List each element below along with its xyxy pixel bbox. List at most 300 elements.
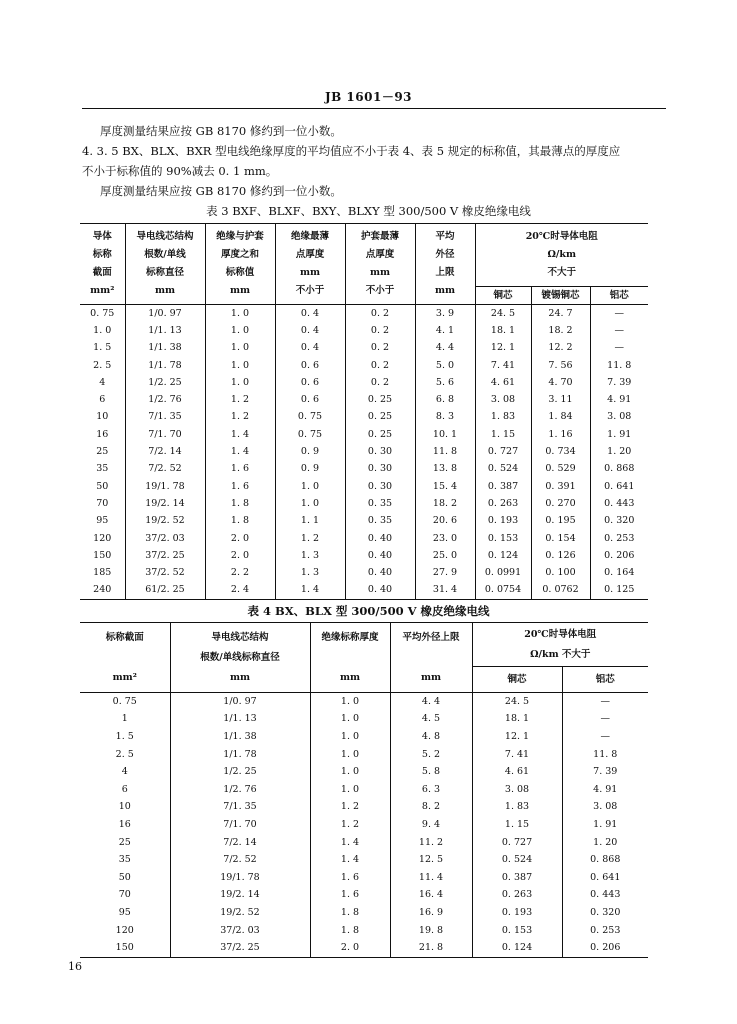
- t3-cell: 0. 529: [531, 461, 590, 478]
- t3-cell: 18. 2: [415, 495, 475, 512]
- t4-cell: 1. 2: [310, 799, 390, 817]
- t4-cell: 1. 6: [310, 887, 390, 905]
- t3-cell: 31. 4: [415, 582, 475, 600]
- t4-cell: 9. 4: [390, 816, 472, 834]
- t4-cell: 19. 8: [390, 922, 472, 940]
- t4-cell: 5. 8: [390, 763, 472, 781]
- t3-header-thickness: 绝缘与护套 厚度之和 标称值 mm: [205, 224, 275, 305]
- t3-cell: 95: [80, 513, 125, 530]
- t3-cell: 0. 641: [590, 478, 648, 495]
- t3-cell: 240: [80, 582, 125, 600]
- t3-cell: 2. 0: [205, 547, 275, 564]
- t3-cell: 0. 387: [475, 478, 531, 495]
- t4-cell: 1. 0: [310, 711, 390, 729]
- t3-cell: 0. 270: [531, 495, 590, 512]
- t4-cell: 1. 0: [310, 746, 390, 764]
- t3-row: [80, 340, 648, 357]
- t4-cell: 1. 0: [310, 693, 390, 711]
- t3-cell: 0. 320: [590, 513, 648, 530]
- t4-cell: 7. 39: [562, 763, 648, 781]
- t3-header-diameter: 平均 外径 上限 mm: [415, 224, 475, 305]
- t3-row: [80, 305, 648, 323]
- t4-cell: 70: [80, 887, 170, 905]
- t3-cell: 0. 734: [531, 443, 590, 460]
- t3-cell: 0. 75: [275, 409, 345, 426]
- t4-row: [80, 693, 648, 711]
- t3-cell: 70: [80, 495, 125, 512]
- t4-cell: 1. 4: [310, 851, 390, 869]
- t3-cell: 1. 0: [205, 357, 275, 374]
- t3-cell: 1. 3: [275, 547, 345, 564]
- t4-cell: 7/2. 52: [170, 851, 310, 869]
- t4-cell: 1. 0: [310, 781, 390, 799]
- t3-row: [80, 530, 648, 547]
- t3-cell: 4. 61: [475, 374, 531, 391]
- t3-cell: 0. 25: [345, 409, 415, 426]
- t4-cell: 6: [80, 781, 170, 799]
- t3-subheader-copper: 铜芯: [475, 287, 531, 305]
- t4-cell: 1/1. 38: [170, 728, 310, 746]
- t4-cell: 3. 08: [562, 799, 648, 817]
- t4-cell: 16: [80, 816, 170, 834]
- t4-cell: 12. 5: [390, 851, 472, 869]
- t3-cell: 0. 0762: [531, 582, 590, 600]
- t3-row: [80, 582, 648, 600]
- t4-cell: 19/2. 52: [170, 904, 310, 922]
- t4-cell: 0. 253: [562, 922, 648, 940]
- t3-cell: 1. 0: [80, 322, 125, 339]
- t3-cell: 0. 25: [345, 426, 415, 443]
- t3-row: [80, 564, 648, 581]
- t4-cell: 50: [80, 869, 170, 887]
- t3-cell: 0. 2: [345, 357, 415, 374]
- t3-cell: 0. 2: [345, 340, 415, 357]
- t3-row: [80, 322, 648, 339]
- t3-cell: 1. 8: [205, 513, 275, 530]
- t3-cell: 0. 9: [275, 443, 345, 460]
- t3-subheader-aluminum: 铝芯: [590, 287, 648, 305]
- t4-cell: 1. 0: [310, 728, 390, 746]
- t3-cell: 0. 75: [275, 426, 345, 443]
- t4-cell: 18. 1: [472, 711, 562, 729]
- t4-cell: 10: [80, 799, 170, 817]
- t3-cell: 61/2. 25: [125, 582, 205, 600]
- t3-cell: 1. 4: [205, 426, 275, 443]
- t3-cell: 1. 0: [205, 322, 275, 339]
- t4-cell: 95: [80, 904, 170, 922]
- t4-row: [80, 728, 648, 746]
- t3-cell: 1. 4: [205, 443, 275, 460]
- t4-cell: 1. 5: [80, 728, 170, 746]
- t3-cell: 0. 2: [345, 374, 415, 391]
- t3-cell: 0. 206: [590, 547, 648, 564]
- t3-cell: 0. 4: [275, 340, 345, 357]
- t3-row: [80, 547, 648, 564]
- t3-cell: 7/2. 14: [125, 443, 205, 460]
- t3-cell: 0. 4: [275, 322, 345, 339]
- t3-cell: 3. 9: [415, 305, 475, 323]
- t3-cell: 0. 124: [475, 547, 531, 564]
- clause-4-3-5-line-1: 4. 3. 5 BX、BLX、BXR 型电线绝缘厚度的平均值应不小于表 4、表 5 规定的标称值，其最薄点的厚度应: [82, 144, 621, 158]
- t3-cell: 25: [80, 443, 125, 460]
- t3-cell: —: [590, 340, 648, 357]
- t3-cell: —: [590, 305, 648, 323]
- t4-cell: 16. 4: [390, 887, 472, 905]
- t4-cell: 21. 8: [390, 939, 472, 957]
- t3-header-sheath-min: 护套最薄 点厚度 mm 不小于: [345, 224, 415, 305]
- t3-cell: 18. 1: [475, 322, 531, 339]
- t3-cell: 0. 263: [475, 495, 531, 512]
- t4-cell: 1. 8: [310, 922, 390, 940]
- header-rule: [82, 108, 666, 109]
- t3-cell: 24. 7: [531, 305, 590, 323]
- t3-cell: 19/2. 14: [125, 495, 205, 512]
- t3-cell: 19/1. 78: [125, 478, 205, 495]
- t3-cell: 1/1. 13: [125, 322, 205, 339]
- t3-cell: —: [590, 322, 648, 339]
- t4-cell: 5. 2: [390, 746, 472, 764]
- t3-cell: 10: [80, 409, 125, 426]
- t3-cell: 1. 3: [275, 564, 345, 581]
- t3-cell: 0. 40: [345, 547, 415, 564]
- t3-row: [80, 478, 648, 495]
- t4-cell: 4. 5: [390, 711, 472, 729]
- t4-cell: 19/2. 14: [170, 887, 310, 905]
- t4-cell: 4: [80, 763, 170, 781]
- t3-cell: 1. 2: [205, 391, 275, 408]
- t3-row: [80, 374, 648, 391]
- t3-cell: 4. 4: [415, 340, 475, 357]
- t3-cell: 1. 6: [205, 461, 275, 478]
- t4-cell: 0. 641: [562, 869, 648, 887]
- t3-row: [80, 357, 648, 374]
- t3-cell: 0. 0991: [475, 564, 531, 581]
- t3-cell: 3. 08: [590, 409, 648, 426]
- t3-cell: 1. 0: [205, 305, 275, 323]
- t4-cell: 1: [80, 711, 170, 729]
- t3-cell: 7/1. 35: [125, 409, 205, 426]
- t4-header-resistance: 20℃时导体电阻 Ω/km 不大于: [472, 623, 648, 667]
- t3-row: [80, 495, 648, 512]
- t3-cell: 1/1. 78: [125, 357, 205, 374]
- t4-cell: 0. 75: [80, 693, 170, 711]
- t3-cell: 4. 70: [531, 374, 590, 391]
- t3-cell: 7/2. 52: [125, 461, 205, 478]
- t3-row: [80, 391, 648, 408]
- t4-header-section: 标称截面 mm²: [80, 623, 170, 693]
- t4-row: [80, 746, 648, 764]
- t4-cell: 2. 0: [310, 939, 390, 957]
- t3-cell: 27. 9: [415, 564, 475, 581]
- t3-cell: 2. 0: [205, 530, 275, 547]
- t3-cell: 0. 2: [345, 322, 415, 339]
- clause-4-3-5-line-2: 不小于标称值的 90%减去 0. 1 mm。: [82, 164, 278, 178]
- t4-cell: —: [562, 728, 648, 746]
- t3-cell: 150: [80, 547, 125, 564]
- t3-cell: 1/0. 97: [125, 305, 205, 323]
- t3-cell: 1/2. 25: [125, 374, 205, 391]
- t4-cell: —: [562, 693, 648, 711]
- t3-cell: 0. 30: [345, 461, 415, 478]
- t3-header-resistance: 20℃时导体电阻 Ω/km 不大于: [475, 224, 648, 287]
- t4-cell: 6. 3: [390, 781, 472, 799]
- t3-cell: 1. 0: [275, 478, 345, 495]
- t3-cell: 0. 2: [345, 305, 415, 323]
- t3-cell: 0. 195: [531, 513, 590, 530]
- t3-cell: 4. 1: [415, 322, 475, 339]
- t3-cell: 0. 391: [531, 478, 590, 495]
- t4-cell: 37/2. 03: [170, 922, 310, 940]
- t3-cell: 1. 6: [205, 478, 275, 495]
- t4-header-conductor: 导电线芯结构 根数/单线标称直径 mm: [170, 623, 310, 693]
- t3-cell: 7/1. 70: [125, 426, 205, 443]
- t3-cell: 10. 1: [415, 426, 475, 443]
- t3-cell: 6: [80, 391, 125, 408]
- t3-cell: 1/1. 38: [125, 340, 205, 357]
- t3-cell: 20. 6: [415, 513, 475, 530]
- t4-cell: 0. 443: [562, 887, 648, 905]
- t3-cell: 1. 0: [205, 374, 275, 391]
- t4-cell: 1. 0: [310, 763, 390, 781]
- t3-cell: 4. 91: [590, 391, 648, 408]
- t3-cell: 0. 154: [531, 530, 590, 547]
- t4-cell: —: [562, 711, 648, 729]
- t4-subheader-aluminum: 铝芯: [562, 667, 648, 693]
- t3-cell: 0. 25: [345, 391, 415, 408]
- t3-cell: 1. 15: [475, 426, 531, 443]
- t3-cell: 8. 3: [415, 409, 475, 426]
- table3: [80, 223, 648, 600]
- t3-cell: 4: [80, 374, 125, 391]
- t4-cell: 0. 263: [472, 887, 562, 905]
- t3-cell: 15. 4: [415, 478, 475, 495]
- t3-cell: 1/2. 76: [125, 391, 205, 408]
- t3-header-insulation-min: 绝缘最薄 点厚度 mm 不小于: [275, 224, 345, 305]
- table3-caption: 表 3 BXF、BLXF、BXY、BLXY 型 300/500 V 橡皮绝缘电线: [206, 204, 531, 218]
- t3-cell: 35: [80, 461, 125, 478]
- t3-cell: 7. 39: [590, 374, 648, 391]
- t4-cell: 1/2. 76: [170, 781, 310, 799]
- t3-cell: 0. 443: [590, 495, 648, 512]
- t4-cell: 1/2. 25: [170, 763, 310, 781]
- t4-cell: 1/1. 78: [170, 746, 310, 764]
- t4-cell: 1/0. 97: [170, 693, 310, 711]
- t4-cell: 25: [80, 834, 170, 852]
- t3-row: [80, 443, 648, 460]
- t3-cell: 5. 0: [415, 357, 475, 374]
- t3-cell: 11. 8: [415, 443, 475, 460]
- t4-cell: 12. 1: [472, 728, 562, 746]
- t3-row: [80, 513, 648, 530]
- t3-cell: 0. 40: [345, 564, 415, 581]
- t3-cell: 185: [80, 564, 125, 581]
- t3-cell: 0. 524: [475, 461, 531, 478]
- t4-subheader-copper: 铜芯: [472, 667, 562, 693]
- t3-cell: 0. 30: [345, 443, 415, 460]
- t4-cell: 1. 83: [472, 799, 562, 817]
- t3-cell: 1. 91: [590, 426, 648, 443]
- t3-cell: 2. 5: [80, 357, 125, 374]
- t4-cell: 24. 5: [472, 693, 562, 711]
- t3-header-conductor: 导电线芯结构 根数/单线 标称直径 mm: [125, 224, 205, 305]
- t3-row: [80, 426, 648, 443]
- t3-cell: 1. 20: [590, 443, 648, 460]
- t3-cell: 7. 41: [475, 357, 531, 374]
- t3-cell: 37/2. 25: [125, 547, 205, 564]
- table4: [80, 622, 648, 958]
- t4-cell: 1. 2: [310, 816, 390, 834]
- t3-cell: 0. 6: [275, 357, 345, 374]
- t3-cell: 0. 9: [275, 461, 345, 478]
- t3-cell: 7. 56: [531, 357, 590, 374]
- t3-cell: 2. 4: [205, 582, 275, 600]
- t4-cell: 4. 61: [472, 763, 562, 781]
- t4-cell: 0. 124: [472, 939, 562, 957]
- t3-header-section: 导体 标称 截面 mm²: [80, 224, 125, 305]
- t3-cell: 0. 35: [345, 513, 415, 530]
- t4-cell: 120: [80, 922, 170, 940]
- t4-cell: 11. 2: [390, 834, 472, 852]
- table4-caption: 表 4 BX、BLX 型 300/500 V 橡皮绝缘电线: [247, 604, 490, 618]
- t4-cell: 4. 91: [562, 781, 648, 799]
- t3-cell: 1. 16: [531, 426, 590, 443]
- t4-cell: 1. 6: [310, 869, 390, 887]
- t3-cell: 23. 0: [415, 530, 475, 547]
- t3-cell: 1. 4: [275, 582, 345, 600]
- t3-cell: 1. 0: [275, 495, 345, 512]
- t3-cell: 12. 2: [531, 340, 590, 357]
- t4-cell: 0. 727: [472, 834, 562, 852]
- t3-cell: 19/2. 52: [125, 513, 205, 530]
- t4-cell: 16. 9: [390, 904, 472, 922]
- t4-cell: 0. 387: [472, 869, 562, 887]
- t3-cell: 1. 5: [80, 340, 125, 357]
- t3-cell: 0. 164: [590, 564, 648, 581]
- t4-row: [80, 834, 648, 852]
- t4-cell: 1. 15: [472, 816, 562, 834]
- t3-cell: 1. 84: [531, 409, 590, 426]
- t4-cell: 7/2. 14: [170, 834, 310, 852]
- t3-cell: 1. 83: [475, 409, 531, 426]
- t4-cell: 7/1. 35: [170, 799, 310, 817]
- t4-row: [80, 922, 648, 940]
- t3-cell: 5. 6: [415, 374, 475, 391]
- t4-row: [80, 887, 648, 905]
- t3-cell: 1. 8: [205, 495, 275, 512]
- t3-cell: 0. 75: [80, 305, 125, 323]
- t4-cell: 4. 4: [390, 693, 472, 711]
- t3-row: [80, 461, 648, 478]
- t4-cell: 8. 2: [390, 799, 472, 817]
- page-number: 16: [68, 960, 82, 973]
- t3-subheader-tinned: 镀锡铜芯: [531, 287, 590, 305]
- t4-cell: 35: [80, 851, 170, 869]
- t4-cell: 150: [80, 939, 170, 957]
- t4-cell: 0. 868: [562, 851, 648, 869]
- t3-cell: 0. 6: [275, 391, 345, 408]
- document-header: JB 1601－93: [324, 90, 413, 104]
- t3-cell: 18. 2: [531, 322, 590, 339]
- t3-cell: 0. 126: [531, 547, 590, 564]
- t3-cell: 0. 30: [345, 478, 415, 495]
- t4-cell: 4. 8: [390, 728, 472, 746]
- t3-cell: 0. 868: [590, 461, 648, 478]
- t3-cell: 37/2. 03: [125, 530, 205, 547]
- t3-cell: 0. 35: [345, 495, 415, 512]
- t4-cell: 37/2. 25: [170, 939, 310, 957]
- t4-row: [80, 711, 648, 729]
- t3-cell: 0. 100: [531, 564, 590, 581]
- paragraph-line-1: 厚度测量结果应按 GB 8170 修约到一位小数。: [100, 124, 342, 138]
- t4-cell: 2. 5: [80, 746, 170, 764]
- t4-row: [80, 851, 648, 869]
- t3-cell: 0. 40: [345, 582, 415, 600]
- t4-cell: 7/1. 70: [170, 816, 310, 834]
- t4-header-diameter: 平均外径上限 mm: [390, 623, 472, 693]
- t3-cell: 0. 153: [475, 530, 531, 547]
- t3-row: [80, 409, 648, 426]
- t4-cell: 19/1. 78: [170, 869, 310, 887]
- t3-cell: 0. 193: [475, 513, 531, 530]
- t4-row: [80, 781, 648, 799]
- t4-cell: 0. 153: [472, 922, 562, 940]
- t3-cell: 0. 4: [275, 305, 345, 323]
- t4-cell: 1. 4: [310, 834, 390, 852]
- t3-cell: 16: [80, 426, 125, 443]
- table4-body: [80, 693, 648, 958]
- t4-row: [80, 904, 648, 922]
- t3-cell: 1. 2: [275, 530, 345, 547]
- t3-cell: 120: [80, 530, 125, 547]
- t3-cell: 0. 253: [590, 530, 648, 547]
- t3-cell: 3. 11: [531, 391, 590, 408]
- t3-cell: 50: [80, 478, 125, 495]
- t3-cell: 6. 8: [415, 391, 475, 408]
- t3-cell: 0. 6: [275, 374, 345, 391]
- t3-cell: 3. 08: [475, 391, 531, 408]
- paragraph-line-4: 厚度测量结果应按 GB 8170 修约到一位小数。: [100, 184, 342, 198]
- t3-cell: 12. 1: [475, 340, 531, 357]
- t3-cell: 37/2. 52: [125, 564, 205, 581]
- t3-cell: 0. 0754: [475, 582, 531, 600]
- t3-cell: 0. 125: [590, 582, 648, 600]
- t4-cell: 0. 320: [562, 904, 648, 922]
- t3-cell: 25. 0: [415, 547, 475, 564]
- t4-cell: 0. 193: [472, 904, 562, 922]
- t4-cell: 1. 91: [562, 816, 648, 834]
- t4-row: [80, 799, 648, 817]
- t4-cell: 1/1. 13: [170, 711, 310, 729]
- t4-cell: 0. 206: [562, 939, 648, 957]
- t4-cell: 7. 41: [472, 746, 562, 764]
- t3-cell: 11. 8: [590, 357, 648, 374]
- t3-cell: 13. 8: [415, 461, 475, 478]
- t3-cell: 24. 5: [475, 305, 531, 323]
- t3-cell: 1. 0: [205, 340, 275, 357]
- t4-row: [80, 869, 648, 887]
- t4-cell: 11. 8: [562, 746, 648, 764]
- t4-header-insulation: 绝缘标称厚度 mm: [310, 623, 390, 693]
- t4-row: [80, 816, 648, 834]
- t4-row: [80, 939, 648, 957]
- t3-cell: 0. 40: [345, 530, 415, 547]
- t3-cell: 0. 727: [475, 443, 531, 460]
- t4-cell: 0. 524: [472, 851, 562, 869]
- t3-cell: 1. 1: [275, 513, 345, 530]
- t4-cell: 11. 4: [390, 869, 472, 887]
- t3-cell: 2. 2: [205, 564, 275, 581]
- t3-cell: 1. 2: [205, 409, 275, 426]
